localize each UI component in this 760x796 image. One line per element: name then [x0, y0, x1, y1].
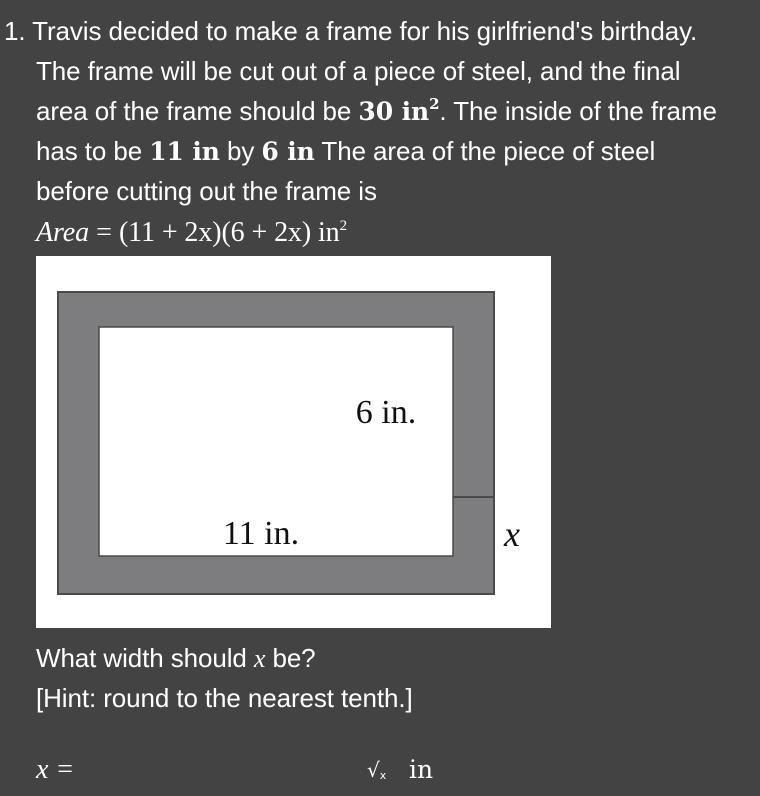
formula-rhs: (11 + 2x)(6 + 2x) $in^2$: [118, 217, 347, 248]
prompt-variable: x: [253, 644, 266, 673]
question-line-1: [4, 11, 697, 51]
question-text-4a: has to be: [36, 136, 143, 166]
prompt-end: be?: [272, 643, 316, 673]
label-6-in: 6 in.: [355, 394, 417, 431]
question-number: 1.: [4, 16, 26, 46]
area-formula: [36, 212, 347, 253]
inner-length-value: 11 in: [149, 137, 220, 166]
prompt-line: [36, 638, 316, 679]
question-text-4b: The area of the piece of steel: [321, 136, 656, 166]
formula-equals: =: [96, 217, 112, 248]
answer-var: x =: [36, 754, 75, 785]
prompt-text: What width should: [36, 643, 247, 673]
frame-diagram: [36, 256, 551, 628]
question-text-by: by: [227, 136, 255, 166]
question-line-3: [36, 91, 717, 132]
question-text-3a: area of the frame should be: [36, 96, 352, 126]
inner-width-value: 6 in: [261, 137, 315, 166]
question-line-5: [36, 171, 377, 211]
hint-text: [Hint: round to the nearest tenth.]: [36, 683, 413, 713]
question-text-1: Travis decided to make a frame for his girlfriend's birthday.: [32, 16, 698, 46]
answer-variable-label: [36, 752, 74, 788]
hint-line: [36, 678, 413, 718]
math-input-button[interactable]: [367, 756, 386, 790]
question-text-5: before cutting out the frame is: [36, 176, 377, 206]
label-x: x: [504, 514, 520, 554]
sqrt-icon: √x: [367, 758, 387, 782]
label-11-in: 11 in.: [222, 515, 300, 552]
question-line-4: [36, 131, 655, 172]
formula-lhs: Area: [36, 217, 89, 248]
answer-unit: in: [409, 755, 434, 784]
frame-diagram-svg: [36, 256, 551, 628]
frame-area-value: 30 $in^2$: [358, 95, 440, 126]
answer-input[interactable]: [100, 756, 359, 788]
question-line-2: [36, 51, 680, 91]
question-text-2: The frame will be cut out of a piece of steel, and the final: [36, 56, 681, 86]
question-text-3b: . The inside of the frame: [439, 96, 717, 126]
